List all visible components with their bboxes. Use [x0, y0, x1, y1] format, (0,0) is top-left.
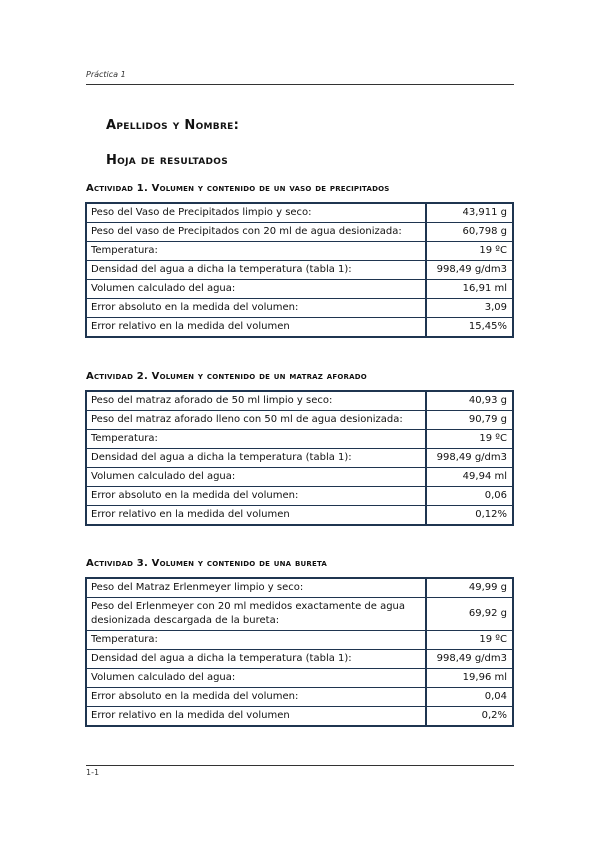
table-row: [86, 707, 513, 727]
label-cell: Peso del vaso de Precipitados con 20 ml de agua desionizada:: [86, 223, 426, 242]
value-cell: 90,79 g: [426, 411, 513, 430]
value-cell: 69,92 g: [426, 598, 513, 631]
label-cell: Temperatura:: [86, 242, 426, 261]
table-row: [86, 449, 513, 468]
table-row: [86, 688, 513, 707]
table-row: [86, 242, 513, 261]
footer-rule: [86, 765, 514, 766]
value-cell: 49,94 ml: [426, 468, 513, 487]
value-cell: 49,99 g: [426, 578, 513, 598]
results-table: [85, 202, 514, 338]
table-row: [86, 468, 513, 487]
results-heading: Hoja de resultados: [106, 153, 229, 168]
label-cell: Densidad del agua a dicha la temperatura (tabla 1):: [86, 449, 426, 468]
table-row: [86, 430, 513, 449]
value-cell: 15,45%: [426, 318, 513, 338]
value-cell: 19 ºC: [426, 242, 513, 261]
label-cell: Volumen calculado del agua:: [86, 468, 426, 487]
value-cell: 998,49 g/dm3: [426, 261, 513, 280]
label-cell: Error absoluto en la medida del volumen:: [86, 299, 426, 318]
value-cell: 40,93 g: [426, 391, 513, 411]
table-row: [86, 631, 513, 650]
label-cell: Peso del matraz aforado lleno con 50 ml de agua desionizada:: [86, 411, 426, 430]
label-cell: Temperatura:: [86, 631, 426, 650]
label-cell: Error absoluto en la medida del volumen:: [86, 487, 426, 506]
label-cell: Peso del Erlenmeyer con 20 ml medidos exactamente de agua desionizada descargada de la bureta:: [86, 598, 426, 631]
results-table: [85, 577, 514, 727]
label-cell: Error relativo en la medida del volumen: [86, 707, 426, 727]
table-row: [86, 598, 513, 631]
table-row: [86, 578, 513, 598]
name-heading: Apellidos y Nombre:: [106, 118, 240, 133]
value-cell: 19 ºC: [426, 631, 513, 650]
table-row: [86, 411, 513, 430]
label-cell: Temperatura:: [86, 430, 426, 449]
running-header: Práctica 1: [86, 70, 126, 79]
value-cell: 19 ºC: [426, 430, 513, 449]
value-cell: 3,09: [426, 299, 513, 318]
label-cell: Peso del Matraz Erlenmeyer limpio y seco:: [86, 578, 426, 598]
label-cell: Densidad del agua a dicha la temperatura (tabla 1):: [86, 650, 426, 669]
table-row: [86, 318, 513, 338]
value-cell: 16,91 ml: [426, 280, 513, 299]
table-row: [86, 506, 513, 526]
label-cell: Densidad del agua a dicha la temperatura (tabla 1):: [86, 261, 426, 280]
label-cell: Volumen calculado del agua:: [86, 669, 426, 688]
table-row: [86, 487, 513, 506]
label-cell: Volumen calculado del agua:: [86, 280, 426, 299]
table-row: [86, 280, 513, 299]
label-cell: Error relativo en la medida del volumen: [86, 506, 426, 526]
value-cell: 60,798 g: [426, 223, 513, 242]
results-table: [85, 390, 514, 526]
table-row: [86, 299, 513, 318]
page-number: 1-1: [86, 768, 100, 777]
activity-heading: Actividad 3. Volumen y contenido de una bureta: [86, 558, 328, 569]
header-rule: [86, 84, 514, 85]
value-cell: 0,2%: [426, 707, 513, 727]
label-cell: Error absoluto en la medida del volumen:: [86, 688, 426, 707]
value-cell: 0,12%: [426, 506, 513, 526]
value-cell: 0,04: [426, 688, 513, 707]
value-cell: 0,06: [426, 487, 513, 506]
table-row: [86, 223, 513, 242]
value-cell: 19,96 ml: [426, 669, 513, 688]
activity-heading: Actividad 1. Volumen y contenido de un vaso de precipitados: [86, 183, 390, 194]
value-cell: 998,49 g/dm3: [426, 449, 513, 468]
table-row: [86, 261, 513, 280]
table-row: [86, 391, 513, 411]
label-cell: Error relativo en la medida del volumen: [86, 318, 426, 338]
label-cell: Peso del matraz aforado de 50 ml limpio y seco:: [86, 391, 426, 411]
table-row: [86, 669, 513, 688]
activity-heading: Actividad 2. Volumen y contenido de un matraz aforado: [86, 371, 367, 382]
table-row: [86, 650, 513, 669]
table-row: [86, 203, 513, 223]
value-cell: 43,911 g: [426, 203, 513, 223]
label-cell: Peso del Vaso de Precipitados limpio y seco:: [86, 203, 426, 223]
value-cell: 998,49 g/dm3: [426, 650, 513, 669]
